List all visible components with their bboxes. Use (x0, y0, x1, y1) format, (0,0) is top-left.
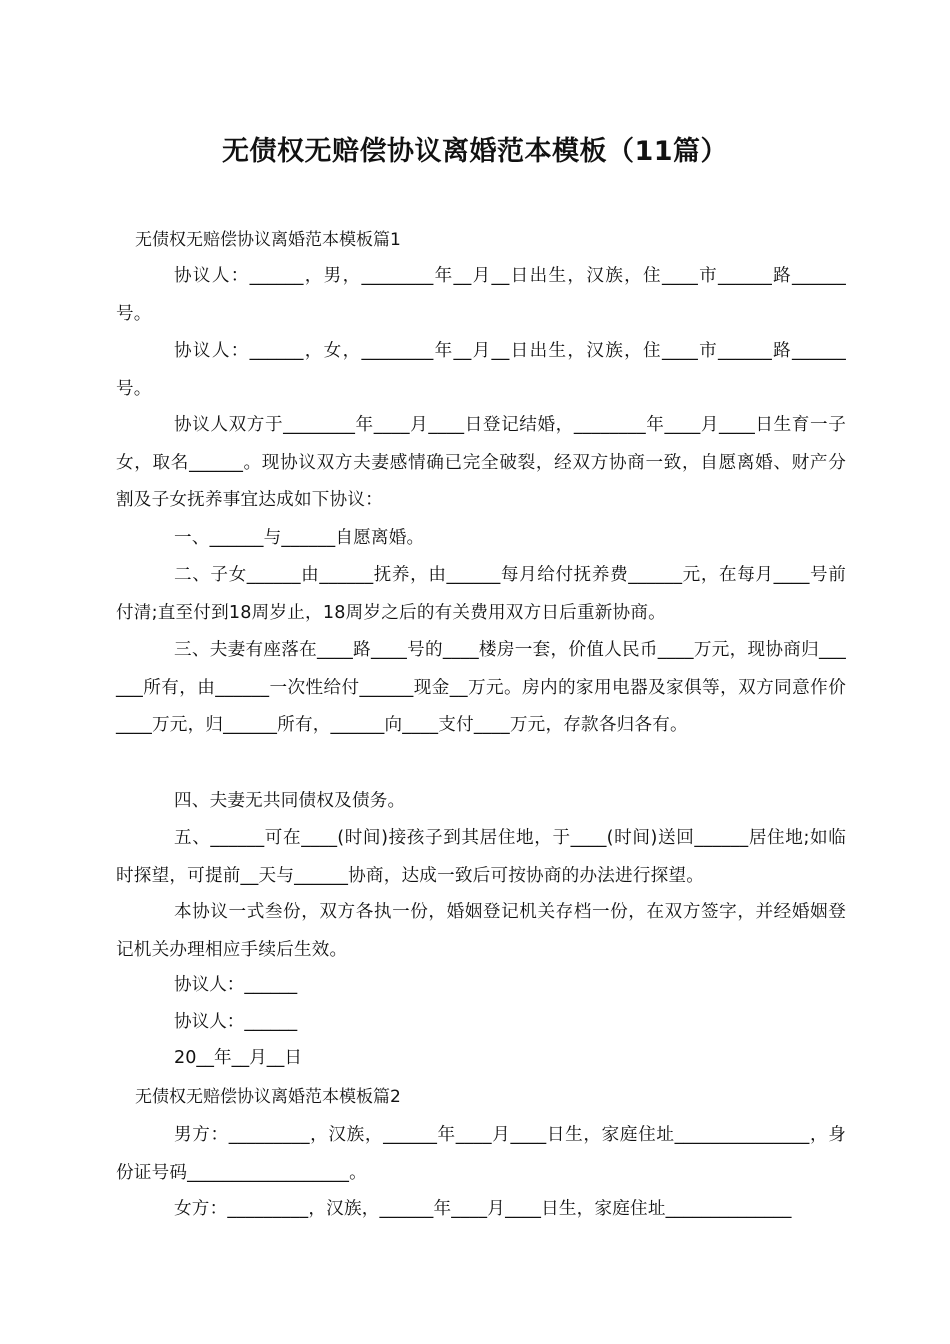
marriage-paragraph: 协议人双方于________年____月____日登记结婚，________年____月____日生育一子女，取名______。现协议双方夫妻感情确已完全破裂，经双方协商一致，自愿离婚、财产分割及子女抚养事宜达成如下协议： (116, 415, 846, 510)
signature-line-1: 协议人：______ (174, 975, 298, 995)
clause-2-paragraph: 二、子女______由______抚养，由______每月给付抚养费______元，在每月____号前付清;直至付到18周岁止，18周岁之后的有关费用双方日后重新协商。 (116, 565, 846, 623)
section-heading-2: 无债权无赔偿协议离婚范本模板篇2 (135, 1087, 401, 1107)
party-1-paragraph: 协议人：______，男，________年__月__日出生，汉族，住____市______路______号。 (116, 266, 846, 324)
male-party-paragraph: 男方：_________，汉族，______年____月____日生，家庭住址_______________，身份证号码__________________。 (116, 1125, 846, 1183)
section-heading-1: 无债权无赔偿协议离婚范本模板篇1 (135, 230, 401, 250)
clause-3-paragraph: 三、夫妻有座落在____路____号的____楼房一套，价值人民币____万元，现协商归______所有，由______一次性给付______现金__万元。房内的家用电器及家俱等，双方同意作价____万元，归______所有，______向____支付____万元，存款各归各有。 (116, 640, 846, 735)
date-line: 20__年__月__日 (174, 1048, 302, 1068)
female-party-paragraph: 女方：_________，汉族，______年____月____日生，家庭住址______________ (174, 1199, 792, 1219)
party-2-paragraph: 协议人：______，女，________年__月__日出生，汉族，住____市______路______号。 (116, 341, 846, 399)
document-title: 无债权无赔偿协议离婚范本模板（11篇） (221, 136, 729, 167)
clause-5-paragraph: 五、______可在____(时间)接孩子到其居住地，于____(时间)送回______居住地;如临时探望，可提前__天与______协商，达成一致后可按协商的办法进行探望。 (116, 828, 846, 886)
clause-4-paragraph: 四、夫妻无共同债权及债务。 (174, 791, 406, 811)
signature-line-2: 协议人：______ (174, 1012, 298, 1032)
effect-paragraph: 本协议一式叁份，双方各执一份，婚姻登记机关存档一份，在双方签字，并经婚姻登记机关办理相应手续后生效。 (116, 902, 846, 960)
clause-1-paragraph: 一、______与______自愿离婚。 (174, 528, 425, 548)
